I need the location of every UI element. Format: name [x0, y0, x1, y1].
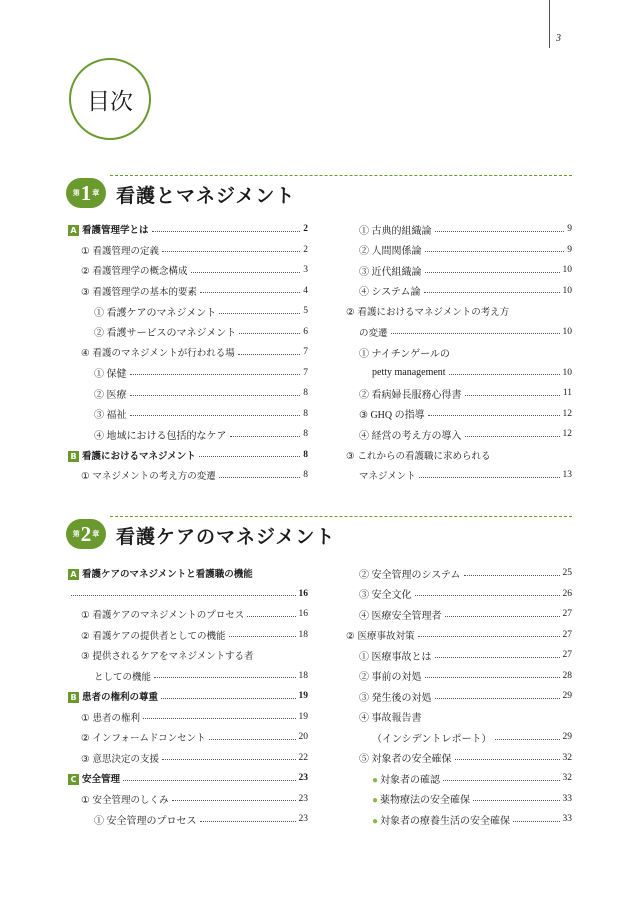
- toc-entry: [68, 563, 308, 584]
- toc-entry-label: ① 古典的組織論: [359, 225, 432, 237]
- toc-entry-label: ② 医療: [94, 389, 127, 401]
- toc-entry: [346, 686, 572, 707]
- toc-entry-page: 6: [303, 326, 308, 337]
- dot-leader: [219, 477, 300, 478]
- toc-entry: [346, 301, 572, 322]
- dot-leader: [435, 698, 560, 699]
- section-letter-badge: A: [68, 569, 79, 580]
- toc-entry-label: ① 保健: [94, 369, 127, 381]
- toc-entry-page: 9: [567, 224, 572, 235]
- toc-entry-label: ③ 意思決定の支援: [81, 753, 160, 765]
- toc-entry: [68, 445, 308, 466]
- section-letter-badge: B: [68, 451, 79, 462]
- toc-entry-label: ③ 福祉: [94, 410, 127, 422]
- toc-entry: [346, 666, 572, 687]
- dot-leader: [162, 759, 295, 760]
- toc-entry: [68, 240, 308, 261]
- dot-leader: [415, 595, 560, 596]
- dot-leader: [229, 636, 296, 637]
- toc-entry: [68, 625, 308, 646]
- toc-entry-label: ① 看護ケアのマネジメント: [94, 307, 217, 319]
- toc-entry-page: 4: [303, 285, 308, 296]
- toc-entry-page: 29: [562, 691, 572, 702]
- toc-entry: [68, 219, 308, 240]
- chapter-1-right-column: [346, 219, 572, 486]
- toc-entry-label: ③ 看護管理学の基本的要素: [81, 286, 198, 298]
- toc-entry: [68, 322, 308, 343]
- toc-entry-label: C 安全管理: [68, 771, 120, 785]
- toc-entry: [346, 383, 572, 404]
- section-letter-badge: C: [68, 774, 79, 785]
- chapter-number: 1: [80, 180, 92, 205]
- toc-entry: [346, 645, 572, 666]
- toc-entry-page: 28: [562, 670, 572, 681]
- dot-leader: [154, 677, 295, 678]
- toc-entry-label: ③ 発生後の対処: [359, 692, 432, 704]
- toc-entry-label: A 看護管理学とは: [68, 222, 149, 236]
- toc-entry-page: 12: [562, 408, 572, 419]
- chapter-2-badge: [66, 519, 106, 549]
- dot-leader: [445, 616, 560, 617]
- toc-entry: [346, 768, 572, 789]
- dot-leader: [435, 231, 565, 232]
- dot-leader: [443, 780, 559, 781]
- dot-leader: [428, 415, 560, 416]
- dot-leader: [464, 575, 560, 576]
- toc-entry-page: 5: [303, 306, 308, 317]
- chapter-2-title: 看護ケアのマネジメント: [116, 526, 336, 548]
- toc-entry-label: ② 人間関係論: [359, 246, 422, 258]
- chapter-suffix: 章: [92, 189, 100, 197]
- toc-entry: [68, 281, 308, 302]
- dot-leader: [143, 718, 295, 719]
- toc-entry: [68, 727, 308, 748]
- dot-leader: [424, 292, 560, 293]
- header-divider-line: [549, 0, 550, 48]
- dot-leader: [230, 436, 301, 437]
- toc-entry: [68, 301, 308, 322]
- toc-entry: [68, 686, 308, 707]
- toc-entry-page: 19: [298, 711, 308, 722]
- toc-title-circle: [69, 58, 151, 140]
- toc-entry-page: 10: [562, 326, 572, 337]
- toc-entry-page: 27: [562, 650, 572, 661]
- toc-entry: [346, 584, 572, 605]
- toc-entry-page: 10: [562, 285, 572, 296]
- toc-entry-label: ② 事前の対処: [359, 672, 422, 684]
- chapter-1-rule: [110, 175, 572, 176]
- toc-entry: [68, 404, 308, 425]
- toc-entry-page: 8: [303, 429, 308, 440]
- dot-leader: [130, 415, 301, 416]
- page-number: 3: [556, 33, 561, 44]
- toc-entry-page: 13: [562, 470, 572, 481]
- toc-entry-label: ② 医療事故対策: [346, 630, 415, 642]
- toc-entry-page: 10: [562, 367, 572, 378]
- toc-entry-page: 22: [298, 752, 308, 763]
- toc-entry-label: ② インフォームドコンセント: [81, 733, 206, 745]
- toc-entry-label: ③ 安全文化: [359, 590, 412, 602]
- chapter-number: 2: [80, 521, 92, 546]
- bullet-icon: ●: [372, 795, 379, 807]
- toc-entry-label: ⑤ 対象者の安全確保: [359, 754, 452, 766]
- toc-entry-page: 23: [298, 773, 308, 784]
- toc-entry: [68, 707, 308, 728]
- dot-leader: [425, 272, 560, 273]
- toc-entry: [68, 260, 308, 281]
- toc-entry-page: 8: [303, 449, 308, 460]
- toc-entry-label: A 看護ケアのマネジメントと看護職の機能: [68, 566, 253, 580]
- toc-entry-page: 33: [562, 814, 572, 825]
- toc-entry: [346, 219, 572, 240]
- toc-entry-page: 20: [298, 732, 308, 743]
- toc-entry: [68, 465, 308, 486]
- toc-entry-label: B 看護におけるマネジメント: [68, 448, 196, 462]
- toc-entry: [68, 768, 308, 789]
- chapter-2-right-column: [346, 563, 572, 830]
- dot-leader: [123, 780, 295, 781]
- toc-entry-label: ④ 事故報告書: [359, 713, 422, 725]
- toc-entry-page: 32: [562, 773, 572, 784]
- dot-leader: [239, 333, 300, 334]
- chapter-suffix: 章: [92, 530, 100, 538]
- toc-entry-page: 8: [303, 388, 308, 399]
- dot-leader: [161, 698, 295, 699]
- chapter-1-left-column: [68, 219, 308, 486]
- chapter-2-left-column: [68, 563, 308, 830]
- toc-entry-label: ● 対象者の確認: [372, 774, 441, 786]
- toc-entry-label: ② 看護管理学の概念構成: [81, 266, 188, 278]
- toc-entry-label: ③ これからの看護職に求められる: [346, 450, 491, 462]
- dot-leader: [495, 739, 560, 740]
- toc-entry-label: ② 安全管理のシステム: [359, 569, 461, 581]
- toc-entry-page: 19: [298, 691, 308, 702]
- toc-entry: [68, 645, 308, 666]
- dot-leader: [513, 821, 559, 822]
- toc-entry: [346, 260, 572, 281]
- toc-entry: [68, 424, 308, 445]
- section-letter-badge: B: [68, 692, 79, 703]
- toc-entry-label: ● 薬物療法の安全確保: [372, 795, 471, 807]
- toc-entry-page: 27: [562, 609, 572, 620]
- dot-leader: [130, 374, 301, 375]
- dot-leader: [473, 800, 559, 801]
- toc-entry-label: ① ナイチンゲールの: [359, 348, 450, 360]
- toc-entry-label: ④ 医療安全管理者: [359, 610, 442, 622]
- toc-entry-label: としての機能: [94, 671, 152, 683]
- toc-entry-label: ④ システム論: [359, 287, 421, 299]
- dot-leader: [418, 636, 560, 637]
- dot-leader: [455, 759, 560, 760]
- toc-entry: [346, 789, 572, 810]
- toc-entry-page: 8: [303, 470, 308, 481]
- toc-entry: [346, 748, 572, 769]
- chapter-2-rule: [110, 516, 572, 517]
- dot-leader: [465, 436, 560, 437]
- toc-entry: [346, 322, 572, 343]
- toc-entry: [346, 404, 572, 425]
- toc-entry-page: 10: [562, 265, 572, 276]
- toc-entry-label: ② 看護におけるマネジメントの考え方: [346, 307, 510, 319]
- toc-entry-page: 25: [562, 568, 572, 579]
- toc-entry-page: 23: [298, 814, 308, 825]
- toc-entry-label: ④ 経営の考え方の導入: [359, 430, 462, 442]
- toc-entry-label: ① 安全管理のしくみ: [81, 794, 169, 806]
- toc-entry-page: 16: [298, 609, 308, 620]
- dot-leader: [219, 313, 300, 314]
- toc-entry-page: 11: [562, 388, 572, 399]
- toc-entry: [68, 363, 308, 384]
- dot-leader: [435, 657, 560, 658]
- toc-entry-label: ② 看病婦長服務心得書: [359, 389, 462, 401]
- section-letter-badge: A: [68, 225, 79, 236]
- toc-entry-page: 12: [562, 429, 572, 440]
- dot-leader: [449, 374, 560, 375]
- bullet-icon: ●: [372, 815, 379, 827]
- toc-entry: [346, 281, 572, 302]
- dot-leader: [425, 677, 560, 678]
- dot-leader: [247, 616, 295, 617]
- toc-entry: [68, 666, 308, 687]
- toc-entry-page: 2: [303, 244, 308, 255]
- toc-entry-label: ② 看護ケアの提供者としての機能: [81, 630, 226, 642]
- dot-leader: [191, 272, 301, 273]
- toc-entry: [68, 604, 308, 625]
- toc-entry-label: ③ 提供されるケアをマネジメントする者: [81, 651, 254, 663]
- chapter-1-title: 看護とマネジメント: [116, 185, 296, 207]
- toc-entry-label: マネジメント: [359, 471, 416, 483]
- toc-entry: [68, 789, 308, 810]
- toc-entry-page: 9: [567, 244, 572, 255]
- chapter-prefix: 第: [72, 189, 80, 197]
- chapter-prefix: 第: [72, 530, 80, 538]
- toc-entry-label: ① 患者の権利: [81, 712, 141, 724]
- toc-entry-page: 29: [562, 732, 572, 743]
- toc-entry: [346, 240, 572, 261]
- toc-entry-label: ① 安全管理のプロセス: [94, 815, 197, 827]
- toc-entry-page: 8: [303, 408, 308, 419]
- toc-entry-label: ② 看護サービスのマネジメント: [94, 328, 237, 340]
- toc-entry-label: ① 看護ケアのマネジメントのプロセス: [81, 610, 245, 622]
- toc-entry: [346, 445, 572, 466]
- dot-leader: [71, 595, 296, 596]
- toc-entry: [346, 625, 572, 646]
- toc-entry: [68, 748, 308, 769]
- toc-entry: [346, 727, 572, 748]
- toc-entry-label: B 患者の権利の尊重: [68, 689, 158, 703]
- toc-entry-label: ④ 地域における包括的なケア: [94, 430, 227, 442]
- toc-entry: [346, 809, 572, 830]
- toc-entry-label: ① 医療事故とは: [359, 651, 432, 663]
- toc-entry-page: 3: [303, 265, 308, 276]
- toc-entry: [68, 809, 308, 830]
- bullet-icon: ●: [372, 774, 379, 786]
- toc-entry: [346, 707, 572, 728]
- chapter-1-header: [66, 178, 572, 208]
- toc-entry-page: 2: [303, 224, 308, 235]
- dot-leader: [199, 456, 301, 457]
- dot-leader: [200, 292, 300, 293]
- toc-entry: [68, 584, 308, 605]
- toc-entry-page: 18: [298, 629, 308, 640]
- toc-entry-page: 18: [298, 670, 308, 681]
- dot-leader: [130, 395, 301, 396]
- dot-leader: [152, 231, 301, 232]
- dot-leader: [238, 354, 300, 355]
- toc-entry: [68, 383, 308, 404]
- dot-leader: [172, 800, 296, 801]
- toc-entry-page: 23: [298, 793, 308, 804]
- toc-entry-label: （インシデントレポート）: [372, 733, 492, 745]
- toc-entry-page: 16: [298, 588, 308, 599]
- toc-entry-label: ④ 看護のマネジメントが行われる場: [81, 348, 235, 360]
- toc-entry-page: 27: [562, 629, 572, 640]
- dot-leader: [391, 333, 560, 334]
- toc-entry: [346, 363, 572, 384]
- toc-entry-label: ③ GHQ の指導: [359, 410, 425, 422]
- toc-entry: [68, 342, 308, 363]
- chapter-1-badge: [66, 178, 106, 208]
- toc-entry-label: の変遷: [359, 327, 388, 339]
- toc-entry-page: 7: [303, 367, 308, 378]
- toc-entry: [346, 342, 572, 363]
- dot-leader: [465, 395, 560, 396]
- dot-leader: [425, 251, 565, 252]
- toc-entry: [346, 465, 572, 486]
- dot-leader: [209, 739, 296, 740]
- dot-leader: [419, 477, 560, 478]
- toc-entry: [346, 563, 572, 584]
- toc-title: 目次: [87, 88, 133, 115]
- toc-entry: [346, 604, 572, 625]
- toc-entry: [346, 424, 572, 445]
- toc-entry-label: petty management: [372, 367, 446, 379]
- toc-entry-label: ① 看護管理の定義: [81, 245, 160, 257]
- toc-entry-page: 26: [562, 588, 572, 599]
- toc-entry-page: 33: [562, 793, 572, 804]
- toc-entry-label: ● 対象者の療養生活の安全確保: [372, 815, 511, 827]
- dot-leader: [200, 821, 296, 822]
- toc-entry-page: 32: [562, 752, 572, 763]
- toc-entry-page: 7: [303, 347, 308, 358]
- toc-entry-label: ① マネジメントの考え方の変遷: [81, 471, 216, 483]
- dot-leader: [162, 251, 300, 252]
- toc-entry-label: ③ 近代組織論: [359, 266, 422, 278]
- chapter-2-header: [66, 519, 572, 549]
